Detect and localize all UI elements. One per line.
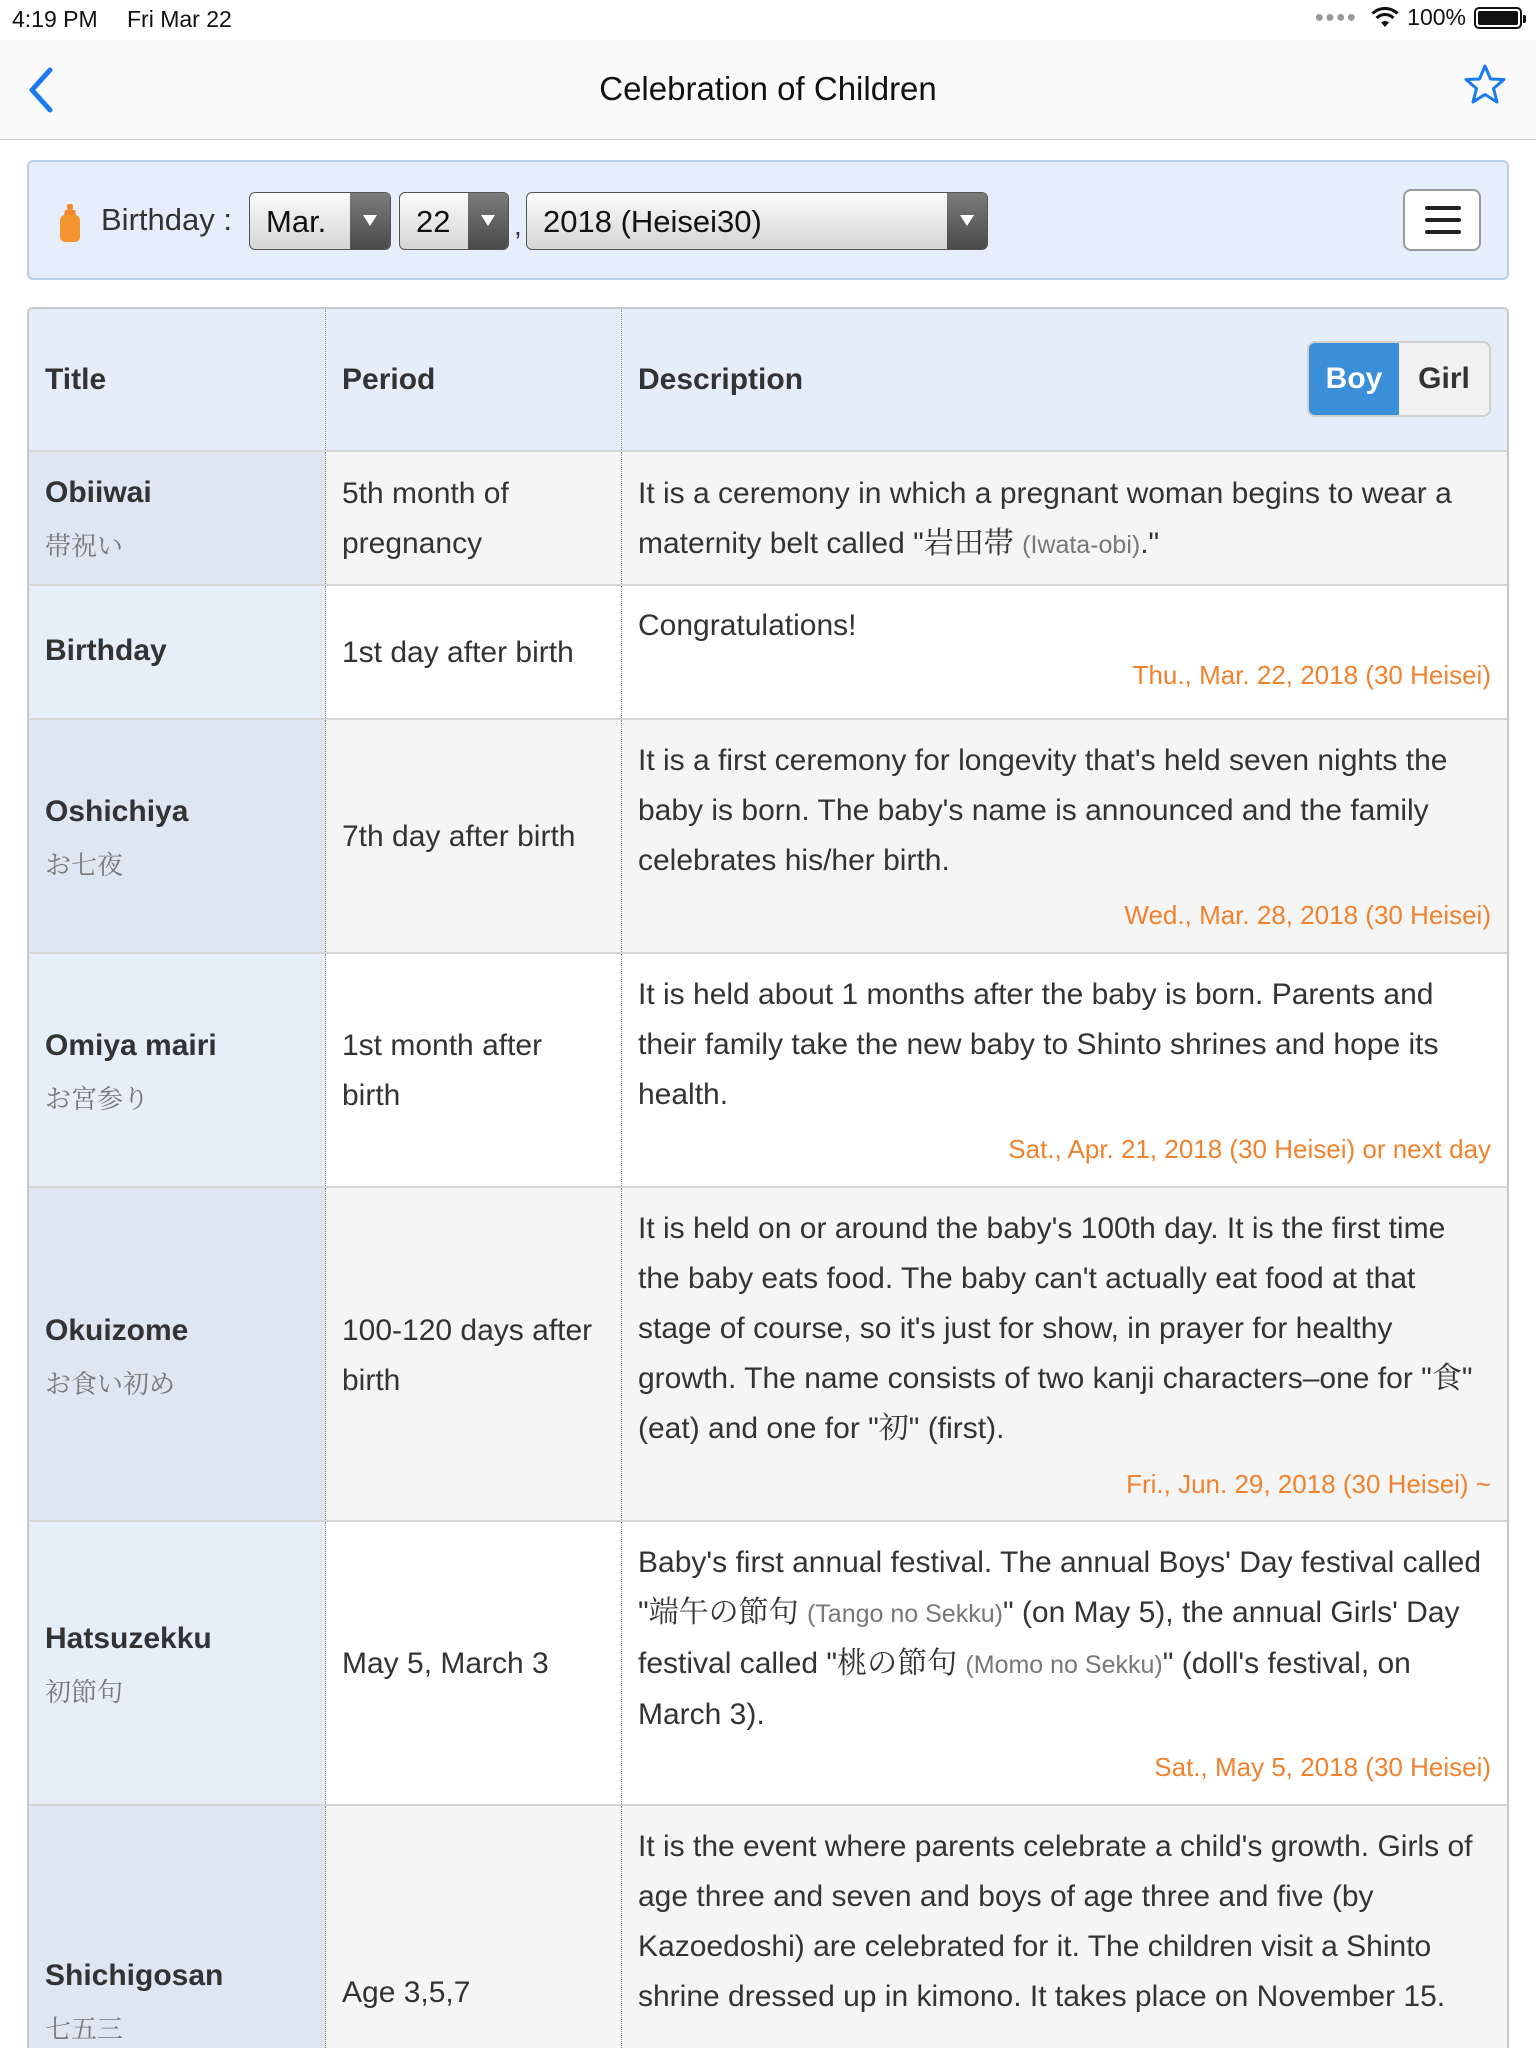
table-row[interactable] bbox=[29, 1522, 1507, 1806]
row-title-jp: 七五三 bbox=[45, 2014, 124, 2044]
battery-percent: 100% bbox=[1407, 4, 1466, 30]
row-title: Hatsuzekku bbox=[45, 1622, 212, 1655]
row-title: Omiya mairi bbox=[45, 1029, 217, 1062]
status-right bbox=[1315, 4, 1522, 31]
row-title: Shichigosan bbox=[45, 1959, 224, 1992]
year-select[interactable] bbox=[526, 192, 988, 250]
row-date: Thu., Mar. 22, 2018 (30 Heisei) bbox=[1132, 660, 1491, 690]
row-date: Fri., Jun. 29, 2018 (30 Heisei) ~ bbox=[1126, 1469, 1491, 1499]
row-title-jp: お食い初め bbox=[45, 1369, 176, 1399]
table-row[interactable] bbox=[29, 586, 1507, 720]
row-title-jp: 帯祝い bbox=[45, 531, 124, 561]
star-favorite-icon[interactable] bbox=[1462, 62, 1508, 108]
nav-bar bbox=[0, 40, 1536, 140]
dropdown-arrow-icon bbox=[947, 193, 987, 249]
row-description: It is held about 1 months after the baby is born. Parents and their family take the new baby to Shinto shrines and hope its health. bbox=[638, 978, 1439, 1111]
row-date: Sat., Apr. 21, 2018 (30 Heisei) or next day bbox=[1008, 1134, 1491, 1164]
signal-icon: ●●●● bbox=[1314, 8, 1358, 26]
row-title: Obiiwai bbox=[45, 476, 152, 509]
header-description: Description bbox=[638, 363, 804, 396]
battery-icon bbox=[1474, 7, 1522, 29]
row-period: May 5, March 3 bbox=[342, 1647, 549, 1680]
table-row[interactable] bbox=[29, 1806, 1507, 2048]
row-description: It is a ceremony in which a pregnant woman begins to wear a maternity belt called "岩田帯 (Iwata-obi)." bbox=[638, 477, 1452, 560]
row-title-jp: お七夜 bbox=[45, 850, 124, 880]
row-period: 100-120 days after birth bbox=[342, 1314, 593, 1397]
row-period: 7th day after birth bbox=[342, 820, 576, 853]
row-title-jp: 初節句 bbox=[45, 1677, 124, 1707]
status-bar bbox=[0, 0, 1536, 40]
table-row[interactable] bbox=[29, 954, 1507, 1188]
page-title: Celebration of Children bbox=[599, 70, 937, 107]
gender-toggle bbox=[1307, 341, 1491, 417]
day-value: 22 bbox=[416, 204, 451, 239]
row-description: Congratulations! bbox=[638, 609, 857, 642]
row-title-jp: お宮参り bbox=[45, 1084, 150, 1114]
table-header-row bbox=[29, 309, 1507, 452]
baby-bottle-icon bbox=[59, 204, 81, 242]
birthday-panel bbox=[27, 160, 1509, 280]
row-description: Baby's first annual festival. The annual Boys' Day festival called "端午の節句 (Tango no Sekku)" (on May 5), the annual Girls' Day festival called "桃の節句 (Momo no Sekku)" (doll's festival, on March 3). bbox=[638, 1546, 1482, 1731]
row-period: 1st day after birth bbox=[342, 636, 574, 669]
date-separator: , bbox=[514, 210, 522, 241]
wifi-icon bbox=[1371, 7, 1399, 29]
girl-button[interactable]: Girl bbox=[1399, 343, 1489, 415]
row-title: Oshichiya bbox=[45, 795, 189, 828]
month-select[interactable] bbox=[249, 192, 391, 250]
header-title: Title bbox=[45, 363, 107, 396]
row-description: It is held on or around the baby's 100th day. It is the first time the baby eats food. The baby can't actually eat food at that stage of course, so it's just for show, in prayer for healthy growth. The name consists of two kanji characters–one for "食" (eat) and one for "初" (first). bbox=[638, 1212, 1473, 1445]
dropdown-arrow-icon bbox=[468, 193, 508, 249]
status-date: Fri Mar 22 bbox=[127, 6, 232, 32]
row-period: 1st month after birth bbox=[342, 1029, 543, 1112]
dropdown-arrow-icon bbox=[350, 193, 390, 249]
row-date: Wed., Mar. 28, 2018 (30 Heisei) bbox=[1124, 900, 1491, 930]
hamburger-icon bbox=[1425, 206, 1461, 210]
boy-button[interactable]: Boy bbox=[1309, 343, 1399, 415]
menu-button[interactable] bbox=[1403, 189, 1481, 251]
row-description: It is the event where parents celebrate a child's growth. Girls of age three and seven and boys of age three and five (by Kazoedoshi) are celebrated for it. The children visit a Shinto shrine dressed up in kimono. It takes place on November 15. bbox=[638, 1830, 1473, 2013]
row-title: Birthday bbox=[45, 634, 167, 667]
status-time: 4:19 PM bbox=[12, 6, 98, 32]
month-value: Mar. bbox=[266, 204, 327, 239]
row-date: Sat., May 5, 2018 (30 Heisei) bbox=[1154, 1752, 1491, 1782]
birthday-label: Birthday : bbox=[101, 202, 232, 237]
day-select[interactable] bbox=[399, 192, 509, 250]
row-period: 5th month of pregnancy bbox=[342, 477, 509, 560]
celebration-table bbox=[27, 307, 1509, 2048]
year-value: 2018 (Heisei30) bbox=[543, 204, 762, 239]
header-period: Period bbox=[342, 363, 436, 396]
row-description: It is a first ceremony for longevity that's held seven nights the baby is born. The baby's name is announced and the family celebrates his/her birth. bbox=[638, 744, 1448, 877]
table-row[interactable] bbox=[29, 1188, 1507, 1522]
row-period: Age 3,5,7 bbox=[342, 1976, 471, 2009]
row-title: Okuizome bbox=[45, 1314, 189, 1347]
table-row[interactable] bbox=[29, 452, 1507, 586]
table-row[interactable] bbox=[29, 720, 1507, 954]
